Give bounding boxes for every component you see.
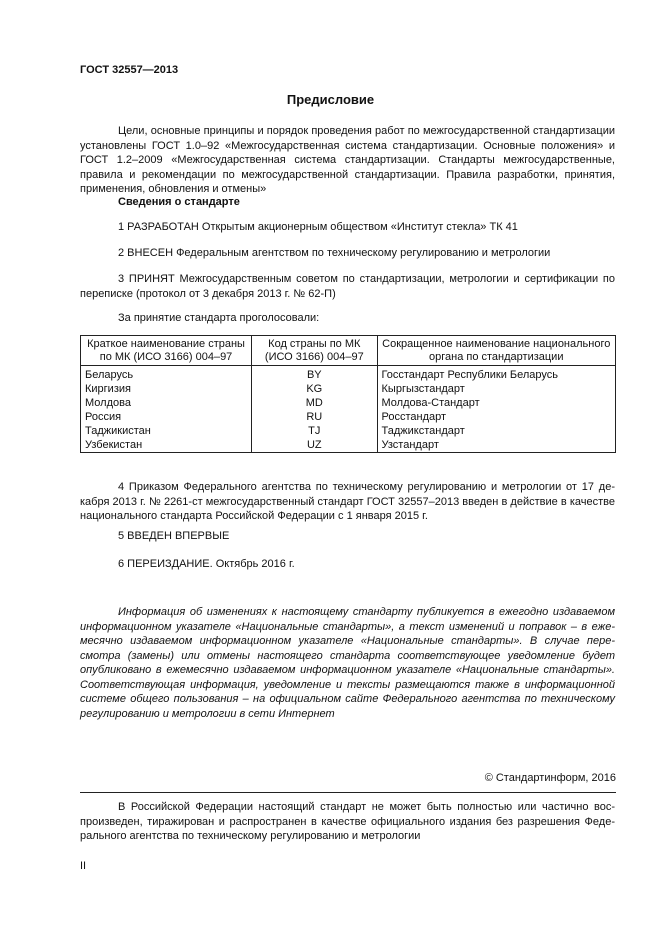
- divider: [80, 792, 616, 793]
- intro-paragraph: Цели, основные принципы и порядок проведения работ по межгосударственной стандартизации установлены ГОСТ 1.0–92 «Межгосударственная система стандартизации. Основные положения» и ГОСТ 1.2–2009 «Межгосударственная система стандартизации. Стандарты межгосударственные, правила и рекомендации по межгосударственной стандартизации. Правила разработки, принятия, применения, обновления и отмены»: [80, 125, 615, 195]
- table-cell-country: Россия: [81, 410, 252, 424]
- table-header-row: [81, 336, 616, 366]
- section-heading: Сведения о стандарте: [118, 196, 240, 208]
- document-id-header: ГОСТ 32557—2013: [80, 64, 179, 76]
- page-title: Предисловие: [286, 92, 375, 107]
- table-row: [81, 438, 616, 453]
- table-row: [81, 366, 616, 383]
- table-row: [81, 396, 616, 410]
- table-cell-code: TJ: [252, 424, 377, 438]
- table-cell-body: Узстандарт: [377, 438, 615, 453]
- table-cell-body: Таджикстандарт: [377, 424, 615, 438]
- item-developed: 1 РАЗРАБОТАН Открытым акционерным обществом «Институт стекла» ТК 41: [118, 221, 518, 233]
- page-number: II: [80, 860, 87, 872]
- table-cell-country: Таджикистан: [81, 424, 252, 438]
- table-cell-country: Молдова: [81, 396, 252, 410]
- table-row: [81, 424, 616, 438]
- table-cell-body: Кыргызстандарт: [377, 382, 615, 396]
- table-cell-code: RU: [252, 410, 377, 424]
- table-cell-code: UZ: [252, 438, 377, 453]
- table-cell-country: Беларусь: [81, 366, 252, 383]
- table-header-code: Код страны по МК (ИСО 3166) 004–97: [252, 336, 377, 366]
- item-adopted: 3 ПРИНЯТ Межгосударственным советом по стандартизации, метрологии и сертификации по переписке (протокол от 3 декабря 2013 г. № 62-П): [80, 273, 615, 300]
- table-cell-code: KG: [252, 382, 377, 396]
- voting-table: [80, 335, 616, 453]
- table-cell-code: MD: [252, 396, 377, 410]
- table-row: [81, 410, 616, 424]
- table-cell-code: BY: [252, 366, 377, 383]
- table-cell-body: Росстандарт: [377, 410, 615, 424]
- table-cell-country: Киргизия: [81, 382, 252, 396]
- table-cell-body: Молдова-Стандарт: [377, 396, 615, 410]
- info-notice: Информация об изменениях к настоящему стандарту публикуется в ежегодно издаваемом информационном указателе «Национальные стандарты», а текст изменений и поправок – в ежемесячно издаваемом информационном указателе «Национальные стандарты». В случае пересмотра (замены) или отмены настоящего стандарта соответствующее уведомление будет опубликовано в ежемесячно издаваемом информационном указателе «Национальные стандарты». Соответствующая информация, уведомление и тексты размещаются также в информационной системе общего пользования – на официальном сайте Федерального агентства по техническому регулированию и метрологии в сети Интернет: [80, 606, 615, 720]
- table-header-country: Краткое наименование страны по МК (ИСО 3166) 004–97: [81, 336, 252, 366]
- item-reissue: 6 ПЕРЕИЗДАНИЕ. Октябрь 2016 г.: [118, 558, 295, 570]
- table-cell-body: Госстандарт Республики Беларусь: [377, 366, 615, 383]
- item-submitted: 2 ВНЕСЕН Федеральным агентством по техническому регулированию и метрологии: [118, 247, 551, 259]
- item-enacted: 4 Приказом Федерального агентства по техническому регулированию и метрологии от 17 декабря 2013 г. № 2261-ст межгосударственный стандарт ГОСТ 32557–2013 введен в действие в качестве национального стандарта Российской Федерации с 1 января 2015 г.: [80, 481, 615, 522]
- table-header-body: Сокращенное наименование национального органа по стандартизации: [377, 336, 615, 366]
- table-row: [81, 382, 616, 396]
- copyright-line: © Стандартинформ, 2016: [484, 772, 616, 784]
- item-first-introduced: 5 ВВЕДЕН ВПЕРВЫЕ: [118, 530, 230, 542]
- table-cell-country: Узбекистан: [81, 438, 252, 453]
- voted-caption: За принятие стандарта проголосовали:: [118, 312, 320, 324]
- reproduction-notice: В Российской Федерации настоящий стандарт не может быть полностью или частично воспроизведен, тиражирован и распространен в качестве официального издания без разрешения Федерального агентства по техническому регулированию и метрологии: [80, 801, 615, 842]
